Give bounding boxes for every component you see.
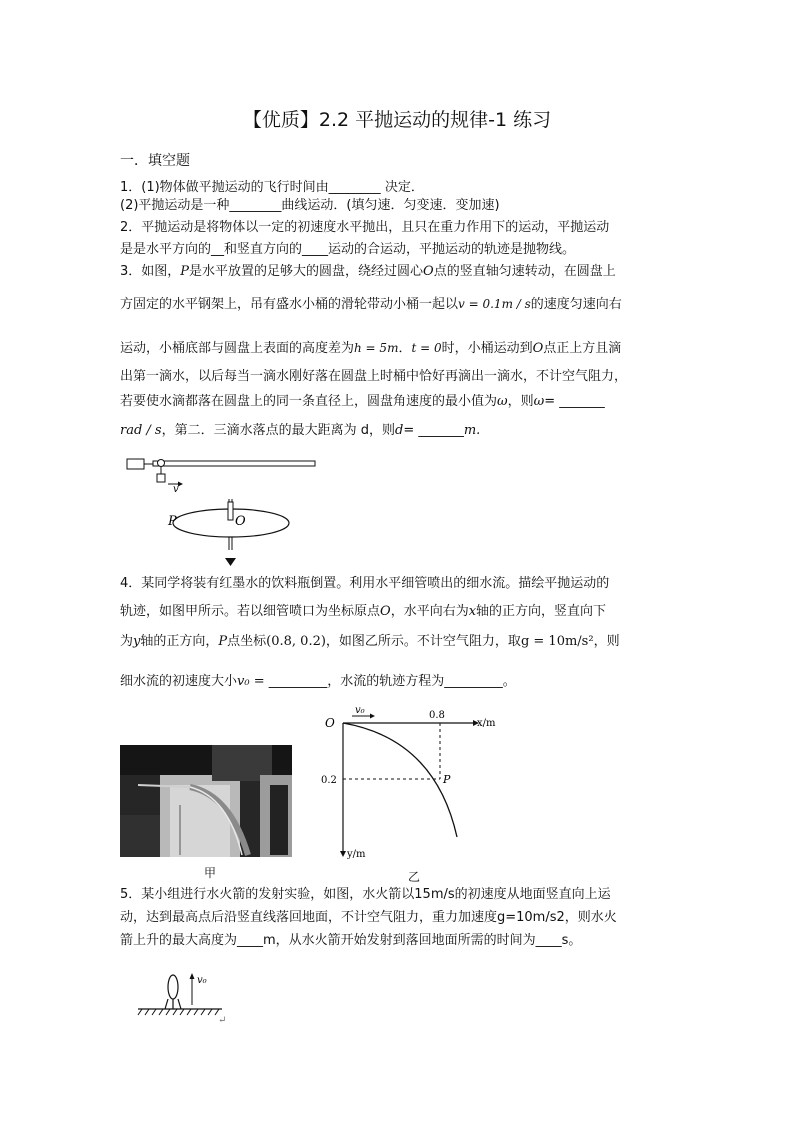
wall-block [127,459,144,469]
q4-text: ，水平向右为 [390,604,469,619]
q3-text: ． [398,341,412,356]
q3-var-O: O [532,341,544,356]
q4-text: 轨迹，如图甲所示。若以细管喷口为坐标原点 [120,604,381,619]
q3-var-O: O [423,264,434,279]
q2-line-1: 2．平抛运动是将物体以一定的初速度水平抛出，且只在重力作用下的运动，平抛运动 [120,220,610,235]
label-v: v [173,484,179,495]
q3-text: 是水平放置的足够大的圆盘，绕经过圆心 [189,264,424,279]
ground-hatch [138,1009,219,1015]
q4-var-P: P [218,634,228,649]
label-O: O [325,716,335,730]
q5-line-3: 箭上升的最大高度为____m，从水火箭开始发射到落回地面所需的时间为____s。 [120,933,582,948]
q3-line-6 [120,423,480,439]
q3-text: 运动，小桶底部与圆盘上表面的高度差为 [120,341,355,356]
bucket-icon [157,474,165,482]
q4-var-y: y [133,634,141,649]
q4-text: 细水流的初速度大小 [120,674,238,689]
q3-time-formula: t = 0 [411,341,442,355]
q3-var-P: P [180,264,190,279]
q4-text: 为 [120,634,134,649]
q4-text: 轴的正方向， [140,634,219,649]
q3-unit: rad / s [120,423,162,438]
q3-text: 的速度匀速向右 [530,297,622,312]
q4-var-x: x [468,604,477,619]
q3-velocity-formula: v = 0.1m / s [458,297,531,311]
q3-text: 若要使水滴都落在圆盘上的同一条直径上，圆盘角速度的最小值为 [120,394,498,409]
y-arrow-icon [340,851,346,857]
y-axis-label: y/m [347,849,366,860]
steel-rail [153,461,315,466]
q3-text: ，则 [507,394,534,409]
q4-text: 点坐标 [227,634,267,649]
q3-line-1 [120,264,616,280]
q3-text: 3．如图， [120,264,181,279]
q5-line-1: 5．某小组进行水火箭的发射实验，如图，水火箭以15m/s的初速度从地面竖直向上运 [120,887,611,902]
q3-line-5 [120,394,605,410]
q4-text: _________，水流的轨迹方程为_________。 [264,674,516,689]
paragraph-mark: ↵ [218,1015,227,1025]
q5-line-2: 动，达到最高点后沿竖直线落回地面，不计空气阻力，重力加速度g=10m/s2，则水火 [120,910,617,925]
q4-text: ，则 [593,634,620,649]
label-O: O [235,514,246,529]
q3-var-d: d [395,423,404,438]
q1-line-1: 1．(1)物体做平抛运动的飞行时间由________ 决定． [120,180,424,195]
q3-height-formula: h = 5m [354,341,399,355]
q1-line-2: (2)平抛运动是一种________曲线运动．(填匀速．匀变速．变加速) [120,198,500,213]
q4-text: 轴的正方向，竖直向下 [476,604,607,619]
q4-coordinate: (0.8, 0.2) [266,634,326,649]
v0-arrowhead-icon [190,973,195,979]
q3-text: ，第二．三滴水落点的最大距离为 d，则 [161,423,395,438]
photo-jia [120,745,292,857]
q3-text: 时，小桶运动到 [441,341,533,356]
q4-gravity: g = 10m/s² [520,634,594,649]
axis-top [228,502,233,520]
graph-yi [315,705,515,865]
pulley-icon [158,460,165,467]
x-axis-label: x/m [477,718,496,729]
photo-scene [120,745,292,857]
q3-line-2 [120,296,622,313]
rotation-arrow-icon [225,558,236,566]
q4-line-4 [120,674,516,690]
q5-figure [130,965,240,1025]
label-P: P [443,773,451,786]
q4-var-O: O [380,604,391,619]
q3-omega: ω [533,394,545,409]
q3-blank: = _______ [403,423,464,438]
q2-line-2: 是是水平方向的__和竖直方向的____运动的合运动，平抛运动的轨迹是抛物线。 [120,242,576,257]
q3-unit-m: m. [463,423,481,438]
page-title: 【优质】2.2 平抛运动的规律-1 练习 [242,109,552,131]
q3-line-4: 出第一滴水，以后每当一滴水刚好落在圆盘上时桶中恰好再滴出一滴水，不计空气阻力， [120,369,628,384]
arrowhead-icon [178,482,183,487]
q3-line-3 [120,340,621,357]
label-P: P [168,514,177,529]
q3-figure [115,450,330,570]
rocket-stand [165,999,181,1009]
q4-line-3 [120,634,620,650]
tick-0.8: 0.8 [429,710,445,721]
v0-arrowhead-icon [370,714,375,719]
q4-line-2 [120,604,606,620]
label-v0: v₀ [355,705,365,716]
caption-jia: 甲 [204,866,217,880]
caption-yi: 乙 [408,870,421,884]
q3-blank: = _______ [544,394,605,409]
q4-line-1: 4．某同学将装有红墨水的饮料瓶倒置。利用水平细管喷出的细水流。描绘平抛运动的 [120,576,610,591]
section-heading: 一．填空题 [120,153,190,169]
rocket-body [168,975,178,999]
label-v0: v₀ [197,975,207,986]
q3-text: 点正上方且滴 [543,341,622,356]
q4-text: ，如图乙所示。不计空气阻力，取 [325,634,521,649]
q3-omega: ω [497,394,508,409]
q4-v0: v₀ = [237,674,265,689]
tick-0.2: 0.2 [321,775,337,786]
q3-text: 点的竖直轴匀速转动，在圆盘上 [433,264,616,279]
trajectory-curve [343,723,457,837]
q3-text: 方固定的水平钢架上，吊有盛水小桶的滑轮带动小桶一起以 [120,297,459,312]
